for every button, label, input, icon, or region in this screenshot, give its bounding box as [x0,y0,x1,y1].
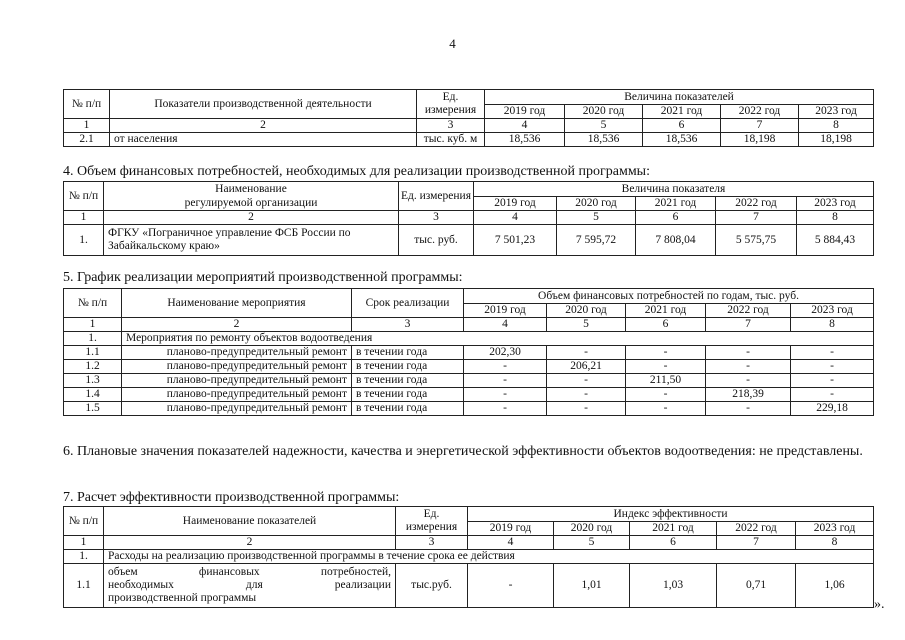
table-row [64,346,874,360]
header-unit: Ед. измерения [399,182,474,211]
row-term: в течении года [352,346,464,360]
row-value: 5 884,43 [797,225,874,256]
section-6-text: 6. Плановые значения показателей надежности, качества и энергетической эффективности объектов водоотведения: не представлены. [63,444,863,459]
column-index: 5 [557,211,636,225]
header-year: 2023 год [799,105,874,119]
closing-quote: ». [874,597,885,612]
column-index: 6 [626,318,706,332]
row-num: 1.1 [64,564,104,608]
header-year: 2023 год [797,197,874,211]
row-value: 1,06 [796,564,874,608]
column-index: 2 [104,536,396,550]
row-value: 211,50 [626,374,706,388]
column-index: 8 [796,536,874,550]
table-row [64,402,874,416]
column-index: 2 [110,119,417,133]
table-row [64,374,874,388]
efficiency-table [63,506,874,608]
header-values-group: Величина показателей [485,90,874,105]
header-unit: Ед. измерения [417,90,485,119]
table-row [64,388,874,402]
column-index: 1 [64,211,104,225]
column-index: 4 [468,536,554,550]
row-value: 18,536 [485,133,565,147]
column-index: 7 [706,318,791,332]
header-year: 2019 год [485,105,565,119]
header-unit: Ед. измерения [396,507,468,536]
column-index: 3 [399,211,474,225]
schedule-table [63,288,874,416]
header-year: 2022 год [706,304,791,318]
header-values-group: Величина показателя [474,182,874,197]
row-value: - [468,564,554,608]
row-value: 218,39 [706,388,791,402]
row-value: - [626,388,706,402]
row-value: - [791,388,874,402]
row-value: 7 501,23 [474,225,557,256]
page-number: 4 [449,36,456,51]
row-num: 1. [64,332,122,346]
table-group-row [64,332,874,346]
row-measure-name: планово-предупредительный ремонт [122,374,352,388]
row-group-name: Расходы на реализацию производственной программы в течение срока ее действия [104,550,874,564]
row-measure-name: планово-предупредительный ремонт [122,346,352,360]
row-measure-name: планово-предупредительный ремонт [122,360,352,374]
header-year: 2022 год [716,197,797,211]
row-num: 2.1 [64,133,110,147]
header-year: 2020 год [557,197,636,211]
row-value: 1,01 [554,564,630,608]
row-unit: тыс. куб. м [417,133,485,147]
header-indicator-name: Наименование показателей [104,507,396,536]
header-year: 2021 год [636,197,716,211]
row-value: 18,536 [565,133,643,147]
row-term: в течении года [352,360,464,374]
row-value: - [464,388,547,402]
row-value: - [706,346,791,360]
column-index: 7 [717,536,796,550]
row-value: - [706,360,791,374]
row-value: - [706,374,791,388]
column-index: 6 [630,536,717,550]
row-value: 1,03 [630,564,717,608]
column-index: 2 [122,318,352,332]
header-org-name-line1: Наименование [104,182,399,197]
column-index: 4 [464,318,547,332]
row-term: в течении года [352,388,464,402]
row-org-name: ФГКУ «Пограничное управление ФСБ России по Забайкальскому краю» [104,225,399,256]
column-index: 5 [554,536,630,550]
header-year: 2021 год [630,522,717,536]
row-unit: тыс.руб. [396,564,468,608]
row-value: 206,21 [547,360,626,374]
row-value: - [547,402,626,416]
row-value: - [791,360,874,374]
row-num: 1.4 [64,388,122,402]
section-5-title: 5. График реализации мероприятий производственной программы: [63,270,463,285]
table-group-row [64,550,874,564]
financial-needs-table [63,181,874,256]
row-num: 1. [64,225,104,256]
row-value: 7 808,04 [636,225,716,256]
header-year: 2023 год [796,522,874,536]
header-year: 2019 год [464,304,547,318]
header-num: № п/п [64,182,104,211]
header-year: 2022 год [721,105,799,119]
column-index: 4 [474,211,557,225]
header-term: Срок реализации [352,289,464,318]
row-term: в течении года [352,402,464,416]
row-value: 18,198 [799,133,874,147]
column-index: 8 [797,211,874,225]
table-row [64,133,874,147]
column-index: 1 [64,536,104,550]
column-index: 2 [104,211,399,225]
row-indicator-name [104,564,396,608]
row-unit: тыс. руб. [399,225,474,256]
column-index: 1 [64,318,122,332]
row-num: 1.3 [64,374,122,388]
header-values-group: Индекс эффективности [468,507,874,522]
row-value: 202,30 [464,346,547,360]
row-value: 229,18 [791,402,874,416]
column-index: 3 [417,119,485,133]
row-value: - [547,388,626,402]
row-value: - [464,374,547,388]
row-value: - [547,346,626,360]
column-index: 6 [643,119,721,133]
header-year: 2019 год [468,522,554,536]
header-year: 2020 год [565,105,643,119]
row-value: - [626,402,706,416]
row-term: в течении года [352,374,464,388]
row-value: 0,71 [717,564,796,608]
row-indicator-name-line: объем финансовых потребностей, [108,566,391,578]
table-row [64,564,874,608]
table-row [64,360,874,374]
column-index: 4 [485,119,565,133]
row-indicator-name-line: производственной программы [108,592,257,604]
row-value: - [626,360,706,374]
column-index: 7 [716,211,797,225]
column-index: 3 [352,318,464,332]
row-value: - [464,402,547,416]
column-index: 1 [64,119,110,133]
row-value: - [464,360,547,374]
column-index: 5 [547,318,626,332]
header-year: 2020 год [547,304,626,318]
column-index: 8 [799,119,874,133]
row-value: 18,198 [721,133,799,147]
column-index: 3 [396,536,468,550]
column-index: 8 [791,318,874,332]
row-num: 1.2 [64,360,122,374]
header-year: 2021 год [626,304,706,318]
header-year: 2020 год [554,522,630,536]
row-measure-name: планово-предупредительный ремонт [122,402,352,416]
row-num: 1. [64,550,104,564]
header-org-name-line2: регулируемой организации [104,197,399,211]
row-num: 1.1 [64,346,122,360]
header-measure-name: Наименование мероприятия [122,289,352,318]
table-row [64,225,874,256]
header-indicator-name: Показатели производственной деятельности [110,90,417,119]
header-year: 2019 год [474,197,557,211]
row-value: 5 575,75 [716,225,797,256]
header-num: № п/п [64,289,122,318]
row-value: 7 595,72 [557,225,636,256]
row-value: - [706,402,791,416]
row-value: 18,536 [643,133,721,147]
header-num: № п/п [64,507,104,536]
row-group-name: Мероприятия по ремонту объектов водоотведения [122,332,874,346]
header-year: 2022 год [717,522,796,536]
header-year: 2023 год [791,304,874,318]
header-year: 2021 год [643,105,721,119]
column-index: 7 [721,119,799,133]
section-7-title: 7. Расчет эффективности производственной программы: [63,490,400,505]
column-index: 6 [636,211,716,225]
row-value: - [791,346,874,360]
row-value: - [791,374,874,388]
production-indicators-table [63,89,874,147]
row-num: 1.5 [64,402,122,416]
row-value: - [626,346,706,360]
row-name: от населения [110,133,417,147]
header-values-group: Объем финансовых потребностей по годам, тыс. руб. [464,289,874,304]
row-measure-name: планово-предупредительный ремонт [122,388,352,402]
column-index: 5 [565,119,643,133]
header-num: № п/п [64,90,110,119]
row-value: - [547,374,626,388]
section-4-title: 4. Объем финансовых потребностей, необходимых для реализации производственной программы: [63,164,650,179]
row-indicator-name-line: необходимых для реализации [108,579,391,591]
